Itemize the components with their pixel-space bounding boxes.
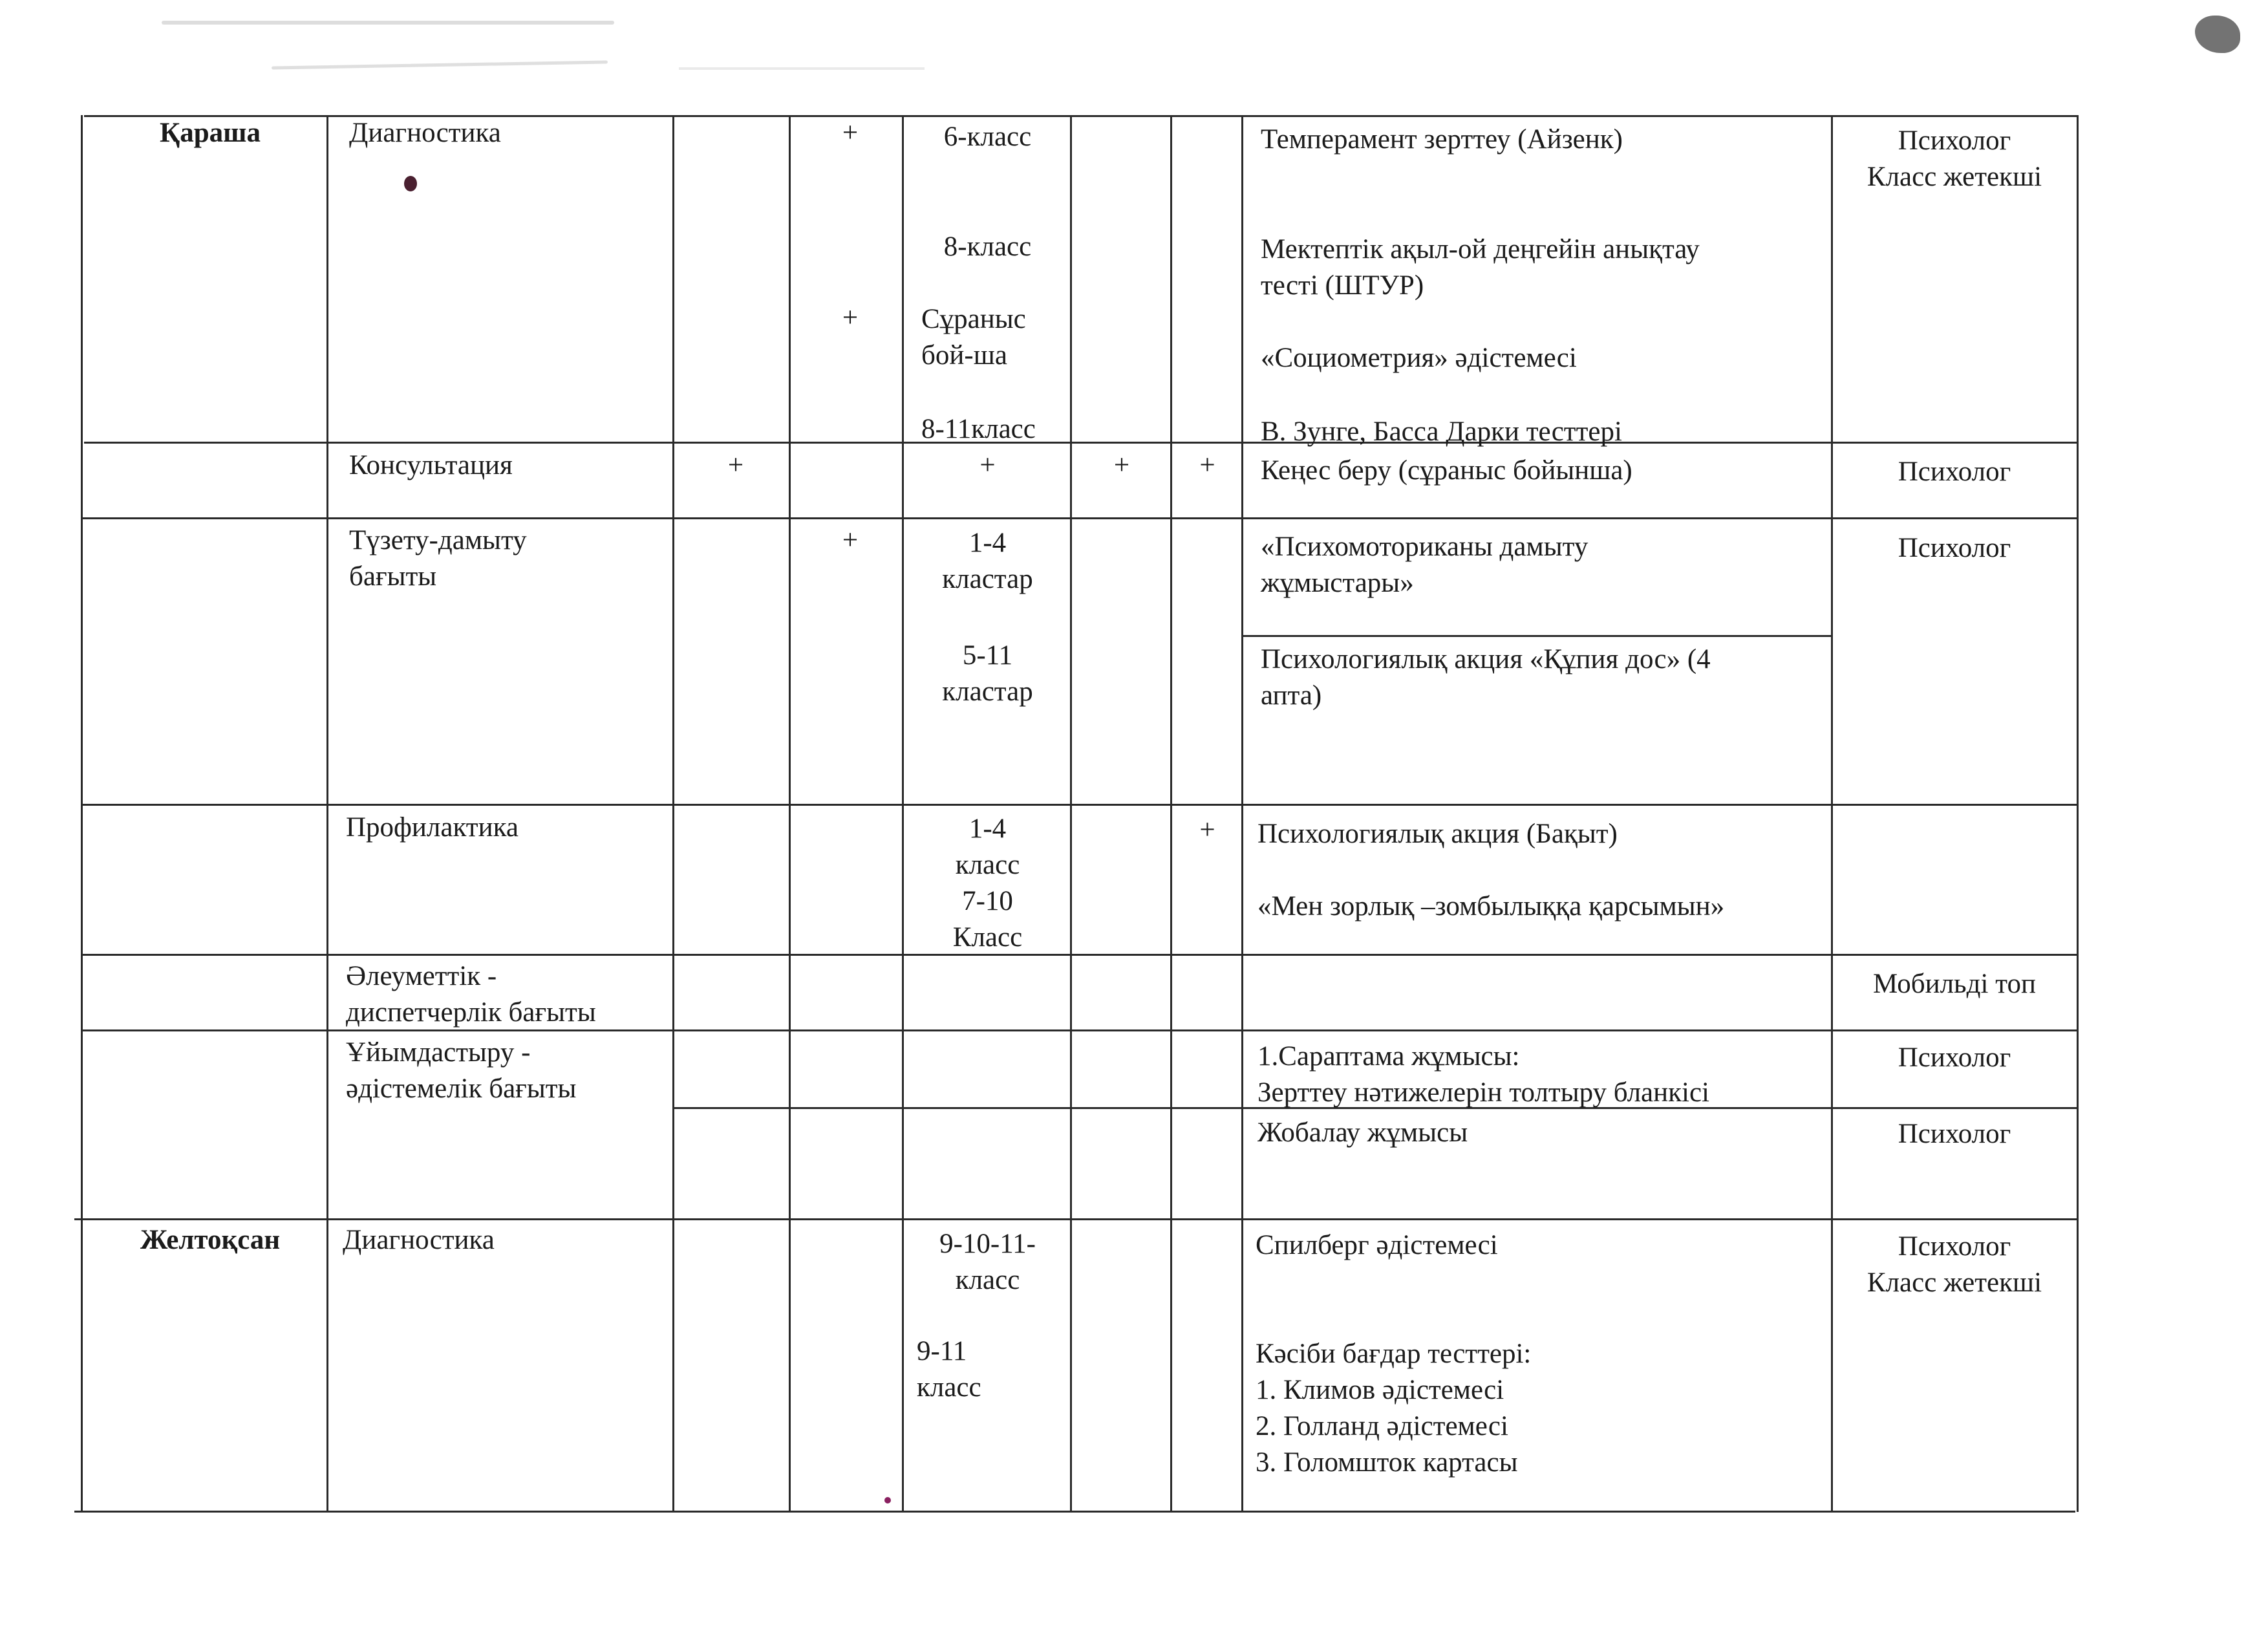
ink-blot bbox=[2195, 16, 2240, 53]
plus-mark: + bbox=[727, 450, 744, 480]
responsible-cell: Психолог bbox=[1898, 533, 2011, 563]
direction-cell: Диагностика bbox=[349, 118, 501, 148]
table-border-bottom bbox=[74, 1511, 2075, 1513]
column-divider bbox=[789, 115, 791, 1512]
class-cell: 9-10-11- класс bbox=[939, 1229, 1036, 1295]
plus-mark: + bbox=[842, 118, 859, 148]
table-border-right bbox=[2077, 115, 2079, 1512]
plus-mark: + bbox=[1199, 450, 1215, 480]
column-divider bbox=[1831, 115, 1833, 1512]
table-border-left bbox=[81, 115, 83, 1512]
method-cell: 1.Сараптама жұмысы: Зерттеу нәтижелерін толтыру бланкісі bbox=[1257, 1041, 1710, 1108]
plus-mark: + bbox=[1199, 815, 1215, 845]
direction-cell: Диагностика bbox=[343, 1225, 495, 1255]
scan-smudge bbox=[272, 60, 608, 69]
class-cell: 1-4 кластар bbox=[942, 528, 1033, 594]
method-cell: «Мен зорлық –зомбылыққа қарсымын» bbox=[1257, 891, 1725, 921]
class-cell: 8-класс bbox=[943, 232, 1032, 262]
row-divider bbox=[81, 954, 2079, 956]
column-divider bbox=[1241, 115, 1243, 1512]
ink-dot bbox=[884, 1497, 891, 1503]
direction-cell: Түзету-дамыту бағыты bbox=[349, 525, 527, 592]
responsible-cell: Психолог bbox=[1898, 457, 2011, 487]
class-cell: 9-11 класс bbox=[917, 1336, 981, 1403]
direction-cell: Профилактика bbox=[346, 812, 519, 843]
column-divider bbox=[1070, 115, 1072, 1512]
method-cell: «Социометрия» әдістемесі bbox=[1261, 343, 1577, 373]
direction-cell: Ұйымдастыру - әдістемелік бағыты bbox=[346, 1037, 577, 1104]
method-cell: Кәсіби бағдар тесттері: 1. Климов әдістемесі 2. Голланд әдістемесі 3. Голомшток картасы bbox=[1256, 1339, 1532, 1478]
direction-cell: Консультация bbox=[349, 450, 513, 480]
class-cell: Сұраныс бой-ша bbox=[921, 304, 1026, 371]
scan-smudge bbox=[162, 21, 614, 25]
method-cell: Кеңес беру (сұраныс бойынша) bbox=[1261, 455, 1632, 486]
method-cell: Спилберг әдістемесі bbox=[1256, 1230, 1498, 1260]
month-cell: Желтоқсан bbox=[140, 1225, 281, 1255]
scan-smudge bbox=[679, 67, 925, 70]
column-divider bbox=[326, 115, 328, 1512]
class-cell: 1-4 класс 7-10 Класс bbox=[952, 814, 1023, 953]
class-cell: 8-11класс bbox=[921, 414, 1036, 444]
class-cell: 6-класс bbox=[943, 122, 1032, 152]
method-cell: Жобалау жұмысы bbox=[1257, 1117, 1468, 1148]
row-divider-partial bbox=[1243, 635, 1833, 637]
method-cell: Психологиялық акция (Бақыт) bbox=[1257, 819, 1618, 849]
ink-dot bbox=[404, 176, 417, 191]
plus-mark: + bbox=[1113, 450, 1130, 480]
month-cell: Қараша bbox=[160, 118, 261, 148]
plus-mark: + bbox=[979, 450, 996, 480]
responsible-cell: Мобильді топ bbox=[1873, 969, 2036, 999]
column-divider bbox=[1170, 115, 1172, 1512]
column-divider bbox=[902, 115, 904, 1512]
method-cell: Психологиялық акция «Құпия дос» (4 апта) bbox=[1261, 644, 1711, 711]
responsible-cell: Психолог bbox=[1898, 1119, 2011, 1149]
direction-cell: Әлеуметтік - диспетчерлік бағыты bbox=[346, 961, 596, 1028]
responsible-cell: Психолог Класс жетекші bbox=[1867, 125, 2042, 192]
method-cell: Мектептік ақыл-ой деңгейін анықтау тесті (ШТУР) bbox=[1261, 234, 1700, 301]
column-divider bbox=[672, 115, 674, 1512]
responsible-cell: Психолог bbox=[1898, 1042, 2011, 1073]
row-divider bbox=[81, 517, 2079, 519]
row-divider bbox=[81, 804, 2079, 806]
method-cell: Темперамент зерттеу (Айзенк) bbox=[1261, 124, 1623, 155]
responsible-cell: Психолог Класс жетекші bbox=[1867, 1231, 2042, 1298]
plus-mark: + bbox=[842, 303, 859, 333]
method-cell: «Психомоториканы дамыту жұмыстары» bbox=[1261, 532, 1589, 598]
row-divider bbox=[74, 1218, 2079, 1220]
class-cell: 5-11 кластар bbox=[942, 640, 1033, 707]
method-cell: В. Зунге, Басса Дарки тесттері bbox=[1261, 416, 1622, 447]
plus-mark: + bbox=[842, 525, 859, 555]
